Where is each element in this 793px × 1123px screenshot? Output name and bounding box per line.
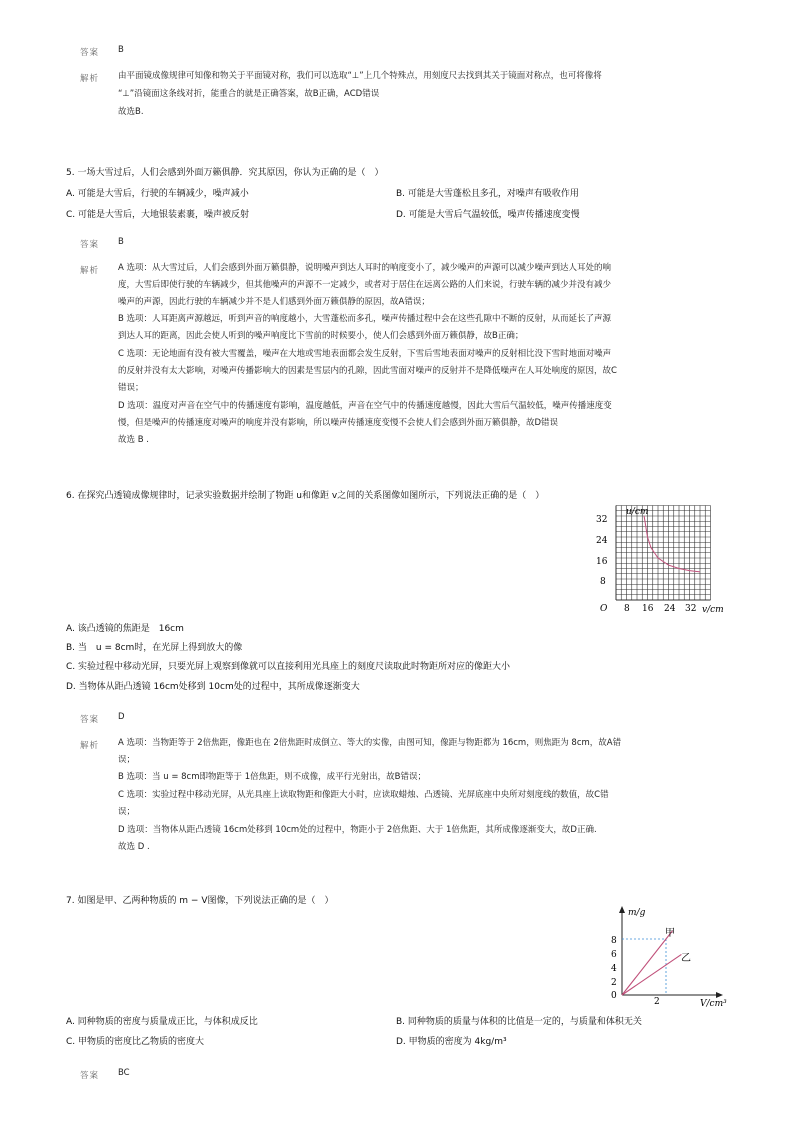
m-v-chart [608,903,733,1015]
analysis-line: C 选项：实验过程中移动光屏，从光具座上读取物距和像距大小时，应读取蜡烛、凸透镜、光屏底座中央所对刻度线的数值，故C错 [118,790,609,800]
y-tick-label: 24 [596,536,608,546]
answer-value: B [118,45,124,55]
q5-option-d[interactable]: D. 可能是大雪后气温较低，噪声传播速度变慢 [396,210,580,220]
y-tick-label: 0 [611,991,617,1001]
analysis-line: 误； [118,755,136,765]
analysis-line: 故选B. [118,107,144,117]
analysis-line: A 选项：从大雪过后，人们会感到外面万籁俱静，说明噪声到达人耳时的响度变小了，减少噪声的声源可以减少噪声到达人耳处的响 [118,263,612,273]
x-tick-label: 24 [664,604,676,614]
answer-label: 答案 [80,240,100,250]
analysis-line: 慢，但是噪声的传播速度对噪声的响度并没有影响，所以噪声传播速度变慢不会使人们会感到外面万籁俱静，故D错误 [118,418,559,428]
analysis-line: D 选项：温度对声音在空气中的传播速度有影响，温度越低，声音在空气中的传播速度越慢，因此大雪后气温较低，噪声传播速度变 [118,401,612,411]
analysis-line: B 选项：当 u = 8cm即物距等于 1倍焦距，则不成像，成平行光射出，故B错误； [118,772,426,782]
y-tick-label: 2 [611,978,617,988]
analysis-line: 度，大雪后即使行驶的车辆减少，但其他噪声的声源不一定减少，或者对于居住在远离公路的人们来说，行驶车辆的减少并没有减少 [118,280,612,290]
analysis-line: A 选项：当物距等于 2倍焦距，像距也在 2倍焦距时成倒立、等大的实像，由图可知，像距与物距都为 16cm，则焦距为 8cm，故A错 [118,738,622,748]
question-5-stem: 5. 一场大雪过后，人们会感到外面万籁俱静．究其原因，你认为正确的是（ ） [66,168,384,178]
q6-option-c[interactable]: C. 实验过程中移动光屏，只要光屏上观察到像就可以直接利用光具座上的刻度尺读取此时物距所对应的像距大小 [66,662,511,672]
analysis-label: 解析 [80,74,100,84]
analysis-line: 噪声的声源，因此行驶的车辆减少并不是人们感到外面万籁俱静的原因，故A错误； [118,297,430,307]
q7-option-b[interactable]: B. 同种物质的质量与体积的比值是一定的，与质量和体积无关 [396,1017,642,1027]
q7-option-d[interactable]: D. 甲物质的密度为 4kg/m³ [396,1037,507,1047]
u-v-chart [592,503,732,618]
x-axis-arrow [716,992,723,998]
x-axis-label: V/cm³ [700,999,727,1009]
analysis-line: 由平面镜成像规律可知像和物关于平面镜对称，我们可以选取“⊥”上几个特殊点，用刻度尺去找到其关于镜面对称点，也可将像将 [118,71,602,81]
analysis-line: B 选项：人耳距离声源越远，听到声音的响度越小，大雪蓬松而多孔，噪声传播过程中会在这些孔隙中不断的反射，从而延长了声源 [118,314,612,324]
q6-option-a[interactable]: A. 该凸透镜的焦距是 16cm [66,624,184,634]
answer-value: BC [118,1068,130,1078]
answer-label: 答案 [80,48,100,58]
series-label-jia: 甲 [665,928,675,939]
y-tick-label: 4 [611,964,617,974]
answer-label: 答案 [80,1071,100,1081]
y-tick-label: 16 [596,557,608,567]
q5-option-a[interactable]: A. 可能是大雪后，行驶的车辆减少，噪声减小 [66,189,249,199]
series-line-jia [622,931,673,995]
analysis-line: 故选 D . [118,842,150,852]
x-tick-label: 32 [685,604,697,614]
analysis-line: “⊥”沿镜面这条线对折，能重合的就是正确答案，故B正确，ACD错误 [118,89,380,99]
chart-axes [619,906,723,998]
answer-label: 答案 [80,715,100,725]
q6-option-b[interactable]: B. 当 u = 8cm时，在光屏上得到放大的像 [66,643,243,653]
chart-series [622,931,681,995]
x-tick-label: 8 [624,604,630,614]
x-tick-label: 16 [642,604,654,614]
question-7-stem: 7. 如图是甲、乙两种物质的 m − V图像，下列说法正确的是（ ） [66,896,334,906]
y-tick-label: 32 [596,515,608,525]
series-label-yi: 乙 [681,953,691,964]
y-axis-arrow [619,906,625,913]
question-6-stem: 6. 在探究凸透镜成像规律时，记录实验数据并绘制了物距 u和像距 v之间的关系图像如图所示，下列说法正确的是（ ） [66,491,545,501]
analysis-line: 错误； [118,383,144,393]
y-axis-label: m/g [628,908,646,918]
q5-option-c[interactable]: C. 可能是大雪后，大地银装素裹，噪声被反射 [66,210,250,220]
y-tick-label: 6 [611,950,617,960]
series-line-yi [622,954,681,995]
analysis-label: 解析 [80,741,100,751]
analysis-label: 解析 [80,266,100,276]
q5-option-b[interactable]: B. 可能是大雪蓬松且多孔，对噪声有吸收作用 [396,189,579,199]
q7-option-c[interactable]: C. 甲物质的密度比乙物质的密度大 [66,1037,205,1047]
y-tick-label: 8 [611,936,617,946]
analysis-line: C 选项：无论地面有没有被大雪覆盖，噪声在大地或雪地表面都会发生反射，下雪后雪地表面对噪声的反射相比没下雪时地面对噪声 [118,349,612,359]
analysis-line: 的反射并没有太大影响，对噪声传播影响大的因素是雪层内的孔隙，因此雪面对噪声的反射并不是降低噪声在人耳处响度的原因，故C [118,366,617,376]
x-axis-label: v/cm [702,605,724,615]
chart-grid [616,506,711,601]
answer-value: D [118,712,125,722]
analysis-line: D 选项：当物体从距凸透镜 16cm处移到 10cm处的过程中，物距小于 2倍焦距、大于 1倍焦距，其所成像逐渐变大，故D正确. [118,825,597,835]
analysis-line: 到达人耳的距离，因此会使人听到的噪声响度比下雪前的时候要小，使人们会感到外面万籁俱静，故B正确； [118,331,524,341]
analysis-line: 误； [118,807,136,817]
x-tick-label: 2 [654,997,660,1007]
y-tick-label: 8 [600,577,606,587]
origin-label: O [600,604,608,614]
q7-option-a[interactable]: A. 同种物质的密度与质量成正比，与体积成反比 [66,1017,258,1027]
q6-option-d[interactable]: D. 当物体从距凸透镜 16cm处移到 10cm处的过程中，其所成像逐渐变大 [66,682,360,692]
y-axis-label: u/cm [626,507,649,517]
analysis-line: 故选 B . [118,435,149,445]
answer-value: B [118,237,124,247]
